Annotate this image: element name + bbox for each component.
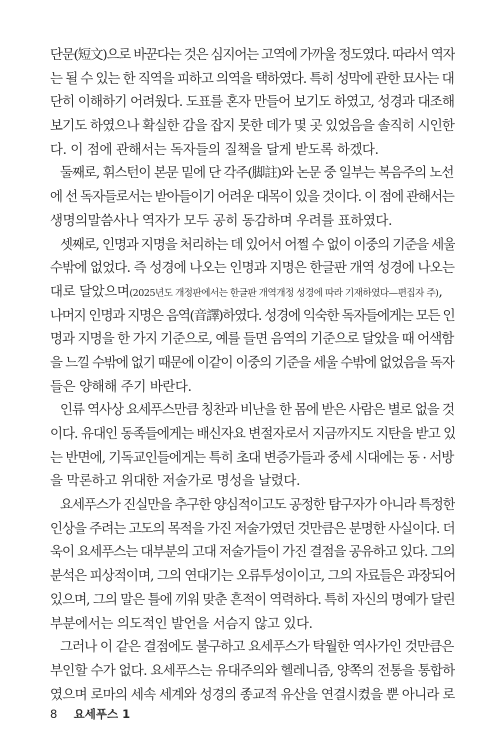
text-line-content: 을 막론하고 위대한 저술가로 명성을 날렸다. [50,474,300,490]
editor-note: (2025년도 개정판에서는 한글판 개역개정 성경에 따라 기재하였다—편집자 주) [129,287,439,299]
text-line [50,210,455,234]
text-line [50,376,455,400]
text-line-content: 수밖에 없었다. 즉 성경에 나오는 인명과 지명은 한글판 개역 성경에 나오는 [50,261,455,277]
text-line-content: 을 느낄 수밖에 없기 때문에 이같이 이중의 기준을 세울 수밖에 없었음을 독자 [50,355,454,371]
text-line-content: 그러나 이 같은 결점에도 불구하고 요세푸스가 탁월한 역사가인 것만큼은 [60,640,454,656]
text-line [50,257,455,281]
text-line [50,684,455,708]
text-line [50,328,455,352]
text-line-content: 생명의말씀사나 역자가 모두 공히 동감하며 우려를 표하였다. [50,213,392,229]
page-number: 8 [50,707,58,721]
text-line-content: 부인할 수가 없다. 요세푸스는 유대주의와 헬레니즘, 양쪽의 전통을 통합하 [50,663,455,679]
text-line [50,281,455,305]
text-line-content: 였으며 로마의 세속 세계와 성경의 종교적 유산을 연결시켰을 뿐 아니라 로 [50,687,455,703]
text-line [50,44,455,68]
text-line-content: 부분에서는 의도적인 발언을 서슴지 않고 있다. [50,616,313,632]
text-line-content: 보기도 하였으나 확실한 감을 잡지 못한 데가 몇 곳 있었음을 솔직히 시인한 [50,119,455,135]
text-line [50,636,455,660]
text-line-content: 욱이 요세푸스는 대부분의 고대 저술가들이 가진 결점을 공유하고 있다. 그의 [50,545,455,561]
text-line-content: 있으며, 그의 말은 틀에 끼워 맞춘 흔적이 역력하다. 특히 자신의 명예가 달린 [50,592,455,608]
text-line [50,613,455,637]
text-line-content: 단히 이해하기 어려웠다. 도표를 혼자 만들어 보기도 하였고, 성경과 대조해 [50,95,455,111]
text-line-content: 둘째로, 휘스턴이 본문 밑에 단 각주(脚註)와 논문 중 일부는 복음주의 노선 [60,166,454,182]
body-text [50,44,455,707]
text-line-content: 나머지 인명과 지명은 음역(音譯)하였다. 성경에 익숙한 독자들에게는 모든 인 [50,308,455,324]
text-line [50,423,455,447]
text-line [50,660,455,684]
text-line-content: 다. 이 점에 관해서는 독자들의 질책을 달게 받도록 하겠다. [50,142,379,158]
text-line [50,139,455,163]
text-line [50,518,455,542]
text-line-content: 명과 지명을 한 가지 기준으로, 예를 들면 음역의 기준으로 달았을 때 어색함 [50,332,454,348]
text-line-content: 인상을 주려는 고도의 목적을 가진 저술가였던 것만큼은 분명한 사실이다. 더 [50,521,455,537]
text-line-content: 들은 양해해 주기 바란다. [50,379,192,395]
text-line [50,234,455,258]
text-line [50,115,455,139]
text-line-content: 이다. 유대인 동족들에게는 배신자요 변절자로서 지금까지도 지탄을 받고 있 [50,427,455,442]
text-line [50,352,455,376]
text-line-content: 셋째로, 인명과 지명을 처리하는 데 있어서 어쩔 수 없이 이중의 기준을 세울 [60,237,455,253]
text-line-content: 단문(短文)으로 바꾼다는 것은 심지어는 고역에 가까울 정도였다. 따라서 역자 [50,48,455,63]
text-line [50,589,455,613]
text-line-content: 요세푸스가 진실만을 추구한 양심적이고도 공정한 탐구자가 아니라 특정한 [60,498,455,514]
text-line-tail: , [438,284,443,300]
text-line [50,565,455,589]
text-line-content: 분석은 피상적이며, 그의 연대기는 오류투성이이고, 그의 자료들은 과장되어 [50,569,455,585]
text-line [50,91,455,115]
text-line-content: 는 반면에, 기독교인들에게는 특히 초대 변증가들과 중세 시대에는 동 · 서방 [50,450,454,466]
text-line [50,399,455,423]
text-line [50,305,455,329]
running-title: 요세푸스 1 [73,707,131,721]
text-line-content: 는 될 수 있는 한 직역을 피하고 의역을 택하였다. 특히 성막에 관한 묘사는 대 [50,71,454,87]
text-line-content: 대로 달았으며 [50,284,130,300]
text-line [50,494,455,518]
text-line-content: 인류 역사상 요세푸스만큼 칭찬과 비난을 한 몸에 받은 사람은 별로 없을 것 [60,403,454,419]
text-line [50,68,455,92]
text-line [50,470,455,494]
text-line-content: 에 선 독자들로서는 받아들이기 어려운 대목이 있을 것이다. 이 점에 관해서는 [50,190,454,206]
page-footer [50,706,130,722]
text-line [50,541,455,565]
text-line [50,162,455,186]
text-line [50,447,455,471]
text-line [50,186,455,210]
